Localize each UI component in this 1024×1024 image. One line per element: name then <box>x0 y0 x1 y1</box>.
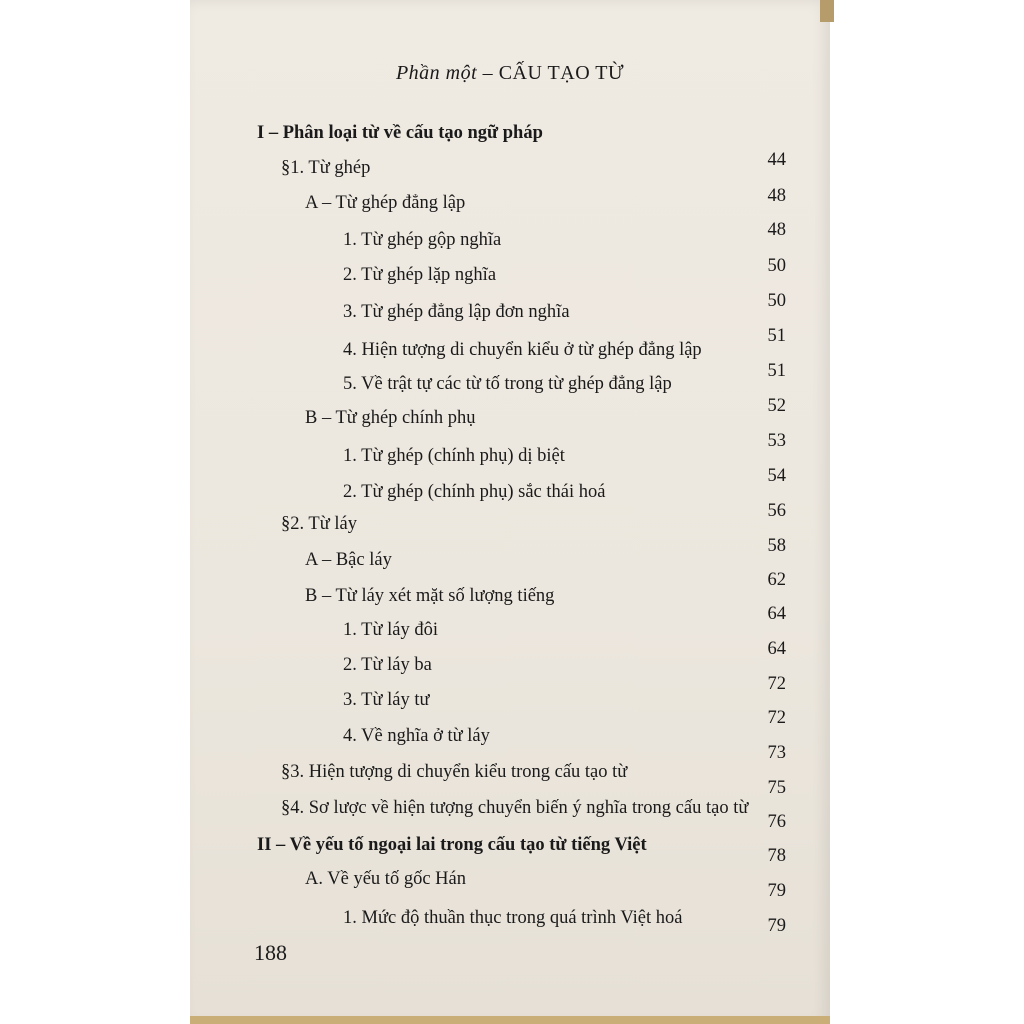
toc-page-number: 54 <box>767 466 786 486</box>
toc-page-number: 75 <box>767 778 786 798</box>
toc-page-number: 64 <box>767 604 786 624</box>
toc-page-number: 50 <box>767 291 786 311</box>
toc-page-number: 79 <box>767 881 786 901</box>
toc-entry: 5. Về trật tự các từ tố trong từ ghép đẳng lập <box>343 374 672 394</box>
header-part-label: Phần một – <box>395 62 499 84</box>
toc-page-number: 62 <box>767 570 786 590</box>
page-corner <box>820 0 834 22</box>
toc-entry: §1. Từ ghép <box>281 158 371 178</box>
toc-entry: 4. Về nghĩa ở từ láy <box>343 726 490 746</box>
toc-page-number: 78 <box>767 846 786 866</box>
page-number: 188 <box>254 940 287 965</box>
toc-page-number: 64 <box>767 639 786 659</box>
toc-entry: §2. Từ láy <box>281 514 357 534</box>
toc-entry: I – Phân loại từ về cấu tạo ngữ pháp <box>257 123 543 143</box>
toc-entry: 1. Từ ghép gộp nghĩa <box>343 230 502 250</box>
toc-page-number: 50 <box>767 256 786 276</box>
toc-entry: §3. Hiện tượng di chuyển kiểu trong cấu tạo từ <box>281 762 628 782</box>
toc-page-number: 56 <box>767 501 786 521</box>
toc-entry: A – Từ ghép đẳng lập <box>305 193 466 213</box>
toc-page-number: 48 <box>767 220 786 240</box>
toc-entry: 2. Từ láy ba <box>343 655 432 675</box>
toc-entry: B – Từ láy xét mặt số lượng tiếng <box>305 586 555 606</box>
toc-page-number: 51 <box>767 361 786 381</box>
book-page <box>190 0 830 1024</box>
toc-page-number: 72 <box>767 708 786 728</box>
toc-entry: 2. Từ ghép lặp nghĩa <box>343 265 497 285</box>
toc-entry: A. Về yếu tố gốc Hán <box>305 869 466 889</box>
toc-page-number: 44 <box>767 150 786 170</box>
toc-page-number: 58 <box>767 536 786 556</box>
toc-entry: 2. Từ ghép (chính phụ) sắc thái hoá <box>343 482 606 502</box>
toc-page-number: 53 <box>767 431 786 451</box>
toc-entry: A – Bậc láy <box>305 550 392 570</box>
toc-page-number: 52 <box>767 396 786 416</box>
toc-page-number: 51 <box>767 326 786 346</box>
toc-entry: 1. Mức độ thuần thục trong quá trình Việt hoá <box>343 908 683 928</box>
toc-page-number: 48 <box>767 186 786 206</box>
toc-entry: II – Về yếu tố ngoại lai trong cấu tạo từ tiếng Việt <box>257 835 647 855</box>
page-edge <box>190 1016 830 1024</box>
toc-entry: §4. Sơ lược về hiện tượng chuyển biến ý nghĩa trong cấu tạo từ <box>281 798 749 818</box>
toc-page-number: 76 <box>767 812 786 832</box>
toc-page-number: 72 <box>767 674 786 694</box>
toc-entry: B – Từ ghép chính phụ <box>305 408 476 428</box>
header-title: CẤU TẠO TỪ <box>498 62 625 84</box>
toc-entry: 3. Từ ghép đẳng lập đơn nghĩa <box>343 302 570 322</box>
toc-page-number: 79 <box>767 916 786 936</box>
running-header <box>190 62 830 85</box>
toc-page-number: 73 <box>767 743 786 763</box>
toc-entry: 1. Từ láy đôi <box>343 620 438 640</box>
toc-entry: 3. Từ láy tư <box>343 690 430 710</box>
toc-entry: 1. Từ ghép (chính phụ) dị biệt <box>343 446 565 466</box>
toc-entry: 4. Hiện tượng di chuyển kiểu ở từ ghép đẳng lập <box>343 340 702 360</box>
